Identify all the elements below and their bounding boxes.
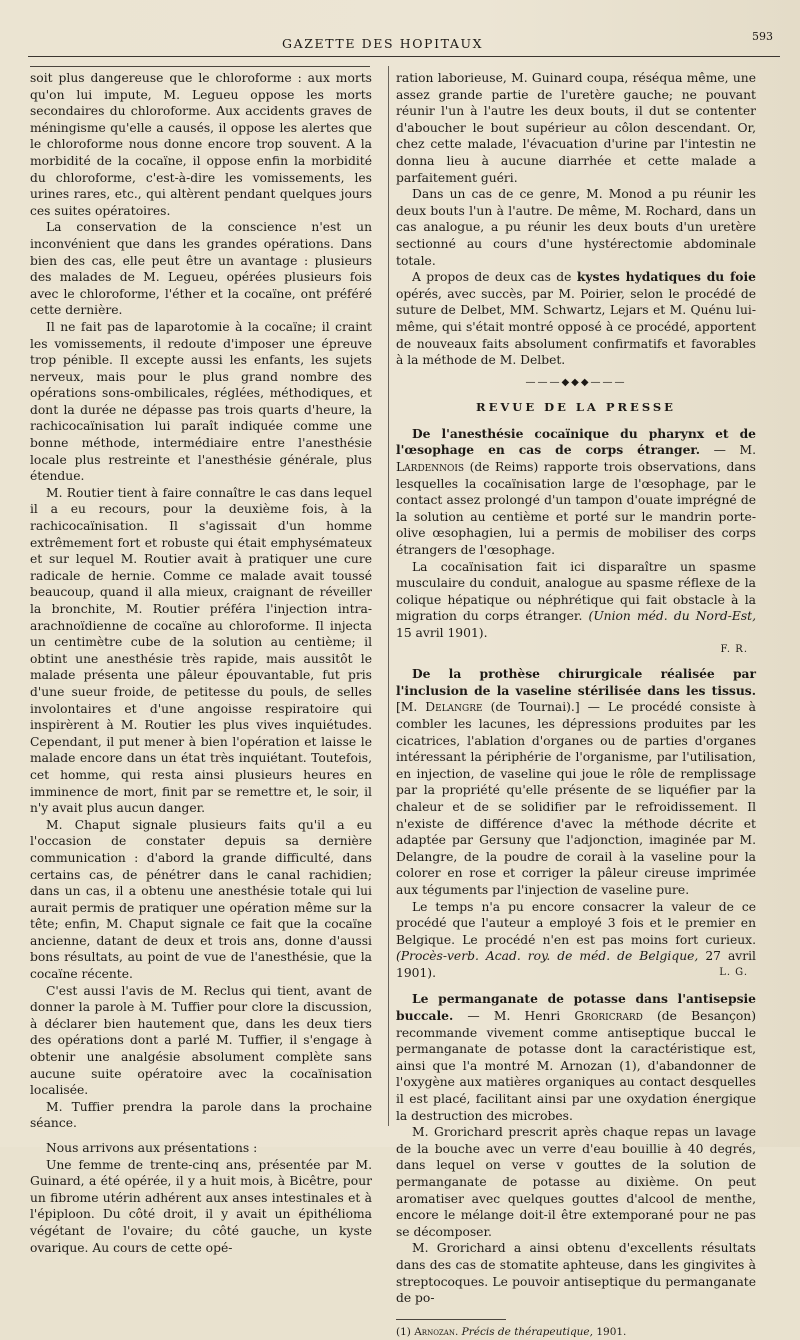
text: La cocaïnisation fait ici disparaître un spasme musculaire du conduit, analogue au spasme réflexe de la colique hépatique ou néphrétique qui fait obstacle à la migration du corps étranger. [396,559,756,624]
left-column-top-rule [30,66,370,67]
text: 15 avril 1901). [396,626,488,640]
paragraph: M. Routier tient à faire connaître le cas dans lequel il a eu recours, pour la deuxième fois, à la rachicocaïnisation. Il s'agissait d'un homme extrêmement fort et robuste qui était emphysémateux et sur lequel M. Routier avait à pratiquer une cure radicale de hernie. Comme ce malade avait toussé beaucoup, quand il alla mieux, craignant de réveiller la bronchite, M. Routier préféra l'injection intra-arachnoïdienne de cocaïne au chloroforme. Il injecta un centimètre cube de la solution au centième; il obtint une anesthésie très rapide, mais aussitôt le malade présenta une pâleur épouvantable, fut pris d'une sueur froide, de petitesse du pouls, de selles involontaires et d'une angoisse respiratoire qui inspirèrent à M. Routier les plus vives inquiétudes. Cependant, il put mener à bien l'opération et laisse le malade encore dans un état très inquiétant. Toutefois, cet homme, qui resta ainsi plusieurs heures en imminence de mort, finit par se remettre et, le soir, il n'y avait plus aucun danger. [30,485,372,816]
article-paragraph: M. Grorichard prescrit après chaque repas un lavage de la bouche avec un verre d'eau bouillie à 40 degrés, dans lequel on verse v gouttes de la solution de permanganate de potasse au dixième. On peut aromatiser avec quelques gouttes d'alcool de menthe, encore le mélange doit-il être extemporané pour ne pas se décomposer. [396,1125,756,1239]
paragraph: M. Chaput signale plusieurs faits qu'il a eu l'occasion de constater depuis sa dernière communication : d'abord la grande difficulté, dans certains cas, de pénétrer dans le canal rachidien; dans un cas, il a obtenu une anesthésie totale qui lui aurait permis de pratiquer une opération même sur la tête; enfin, M. Chaput signale ce fait que la cocaïne ancienne, datant de deux et trois ans, donne d'aussi bons résultats, au point de vue de l'anesthésie, que la cocaïne récente. [30,817,372,982]
text: (de Reims) rapporte trois observations, dans lesquelles la cocaïnisation large de l'œsophage, par le contact assez prolongé d'un tampon d'ouate imprégné de la solution au centième et porté sur le mandrin porte-olive œsophagien, lui a permis de mobiliser des corps étrangers de l'œsophage. [396,460,756,558]
article-title: Le permanganate de potasse dans l'antisepsie buccale. [396,991,756,1024]
article-paragraph [396,559,756,642]
page-header [0,30,800,60]
right-column [396,70,756,1340]
left-column [30,70,372,1256]
text: opérés, avec succès, par M. Poirier, selon le procédé de suture de Delbet, MM. Schwartz, Lejars et M. Quénu lui-même, qui s'était montré opposé à ce procédé, apportent de nouveaux faits absolument confirmatifs et favorables à la méthode de M. Delbet. [396,286,756,368]
article-paragraph [396,899,756,982]
text: Le temps n'a pu encore consacrer la valeur de ce procédé que l'auteur a employé 3 fois et le premier en Belgique. Le procédé n'en est pas moins fort curieux. [396,899,756,947]
header-rule [28,56,780,57]
source-citation: (Procès-verb. Acad. roy. de méd. de Belgique, [396,949,699,964]
footnote-mark: (1) [396,1325,415,1338]
text: (de Besançon) recommande vivement comme antiseptique buccal le permanganate de potasse dont la caractéristique est, ainsi que l'a montré M. Arnozan (1), d'abandonner de l'oxygène aux matières organiques au contact desquelles il est placé, facilitant ainsi par une oxydation énergique la destruction des microbes. [396,1009,756,1123]
paragraph: Une femme de trente-cinq ans, présentée par M. Guinard, a été opérée, il y a huit mois, à Bicêtre, pour un fibrome utérin adhérent aux anses intestinales et à l'épiploon. Du côté droit, il y avait un épithélioma végétant de l'ovaire; du côté gauche, un kyste ovarique. Au cours de cette opé- [30,1157,372,1255]
footnote-title: Précis de thérapeutique, [458,1325,593,1338]
paragraph: La conservation de la conscience n'est un inconvénient que dans les grandes opérations. Dans bien des cas, elle peut être un avantage : plusieurs des malades de M. Legueu, opérées plusieurs fois avec le chloroforme, l'éther et la cocaïne, ont préféré cette dernière. [30,220,372,318]
paragraph: C'est aussi l'avis de M. Reclus qui tient, avant de donner la parole à M. Tuffier pour clore la discussion, à déclarer bien hautement que, dans les deux tiers des opérations dont a parlé M. Tuffier, il s'engage à obtenir une analgésie absolument complète sans aucune suite opératoire avec la cocaïnisation localisée. [30,983,372,1098]
article-title: De l'anesthésie cocaïnique du pharynx et de l'œsophage en cas de corps étranger. [396,425,756,458]
paragraph: Nous arrivons aux présentations : [46,1141,258,1155]
paragraph: M. Tuffier prendra la parole dans la prochaine séance. [30,1099,372,1131]
column-divider [388,66,389,1126]
article-paragraph [396,991,756,1124]
paragraph: ration laborieuse, M. Guinard coupa, réséqua même, une assez grande partie de l'uretère gauche; ne pouvant réunir l'un à l'autre les deux bouts, il dut se contenter d'aboucher le bout supérieur au côlon descendant. Or, chez cette malade, l'évacuation d'urine par l'intestin ne donna lieu à aucune diarrhée et cette malade a parfaitement guéri. [396,71,756,185]
text: (de Tournai).] — Le procédé consiste à combler les lacunes, les dépressions produites par les cicatrices, l'ablation d'organes ou de parties d'organes intéressant la périphérie de l'organisme, par l'utilisation, en injection, de vaseline qui joue le rôle de remplissage par la propriété qu'elle présente de se liquéfier par la chaleur et de se solidifier par le refroidissement. Il n'existe de différence d'avec la méthode décrite et adaptée par Gersuny que l'adjonction, imaginée par M. Delangre, de la poudre de corail à la vaseline pour la colorer en rose et corriger la pâleur cireuse imprimée aux téguments par l'injection de vaseline pure. [396,700,756,897]
text: A propos de deux cas de [412,270,577,285]
article-paragraph: M. Grorichard a ainsi obtenu d'excellents résultats dans des cas de stomatite aphteuse, dans les gingivites à streptocoques. Le pouvoir antiseptique du permanganate de po- [396,1241,756,1306]
text: — M. Henri [453,1009,575,1024]
text: [M. [396,700,426,715]
footnote-rule [396,1319,506,1320]
text: 27 avril 1901). [396,949,756,980]
running-title: GAZETTE DES HOPITAUX [282,36,484,51]
separator-ornament: ———◆◆◆——— [525,376,627,388]
footnote-year: 1901. [593,1325,627,1338]
source-citation: (Union méd. du Nord-Est, [588,609,756,624]
footnote [396,1324,756,1340]
text: — M. [700,443,756,458]
paragraph: Dans un cas de ce genre, M. Monod a pu réunir les deux bouts l'un à l'autre. De même, M. Rochard, dans un cas analogue, a pu réunir les deux bouts d'un uretère sectionné au cours d'une hystérectomie abdominale totale. [396,187,756,268]
author-name: Groricrard [574,1009,643,1024]
paragraph: Il ne fait pas de laparotomie à la cocaïne; il craint les vomissements, il redoute d'imposer une épreuve trop pénible. Il excepte aussi les enfants, les sujets nerveux, mais pour le plus grand nombre des opérations sons-ombilicales, réglées, méthodiques, et dont la durée ne dépasse pas trois quarts d'heure, la rachicocaïnisation lui paraît indiquée comme une bonne méthode, intermédiaire entre l'anesthésie locale plus restreinte et l'anesthésie générale, plus étendue. [30,319,372,484]
page-number: 593 [752,30,773,43]
author-name: Lardennois [396,460,465,475]
author-name: Delangre [425,700,483,715]
article-paragraph [396,666,756,898]
article-title: De la prothèse chirurgicale réalisée par l'inclusion de la vaseline stérilisée dans les tissus. [396,666,756,698]
footnote-author: Arnozan. [414,1325,459,1338]
paragraph [396,269,756,369]
article-paragraph [396,426,756,559]
paragraph: soit plus dangereuse que le chloroforme : aux morts qu'on lui impute, M. Legueu oppose les morts secondaires du chloroforme. Aux accidents graves de méningisme qu'elle a causés, il oppose les alertes que le chloroforme nous donne encore trop souvent. A la morbidité de la cocaïne, il oppose enfin la morbidité du chloroforme, c'est-à-dire les vomissements, les urines rares, etc., qui altèrent pendant quelques jours ces suites opératoires. [30,71,372,218]
signature: L. G. [719,966,748,978]
bold-term: kystes hydatiques du foie [576,269,756,285]
signature: F. R. [720,643,748,655]
section-heading: REVUE DE LA PRESSE [476,400,676,415]
